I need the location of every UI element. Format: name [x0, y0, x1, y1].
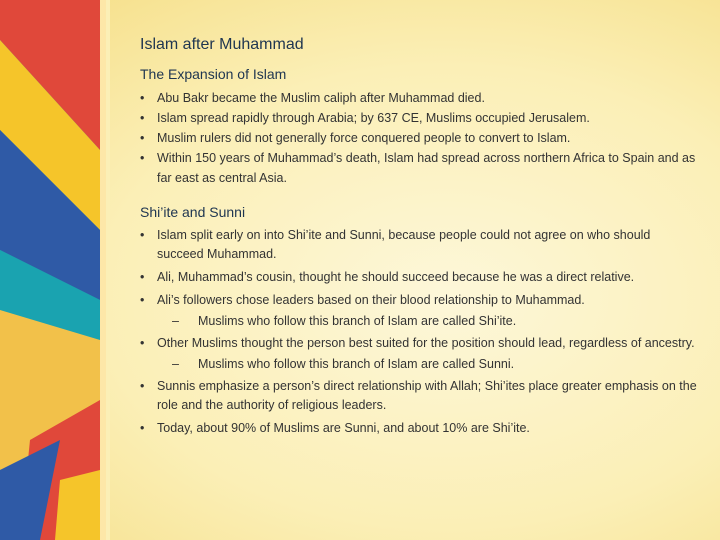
list-item: • Ali, Muhammad’s cousin, thought he should succeed because he was a direct relative. — [140, 268, 700, 287]
list-item: • Within 150 years of Muhammad’s death, Islam had spread across northern Africa to Spain and as far east as central Asia. — [140, 148, 700, 188]
bullet-icon: • — [140, 91, 145, 105]
bullet-icon: • — [140, 270, 145, 284]
list-item: • Islam spread rapidly through Arabia; by 637 CE, Muslims occupied Jerusalem. — [140, 108, 700, 128]
bullet-icon: • — [140, 336, 145, 350]
dash-icon: – — [172, 357, 179, 371]
list-item: • Muslim rulers did not generally force conquered people to convert to Islam. — [140, 128, 700, 148]
list-item: • Other Muslims thought the person best suited for the position should lead, regardless of ancestry. — [140, 334, 700, 353]
slide-content — [140, 36, 700, 442]
expansion-bullet-list — [140, 88, 700, 188]
slide-title: Islam after Muhammad — [140, 36, 304, 53]
bullet-icon: • — [140, 151, 145, 165]
decorative-color-band — [0, 0, 110, 540]
bullet-icon: • — [140, 421, 145, 435]
bullet-icon: • — [140, 131, 145, 145]
list-item: • Sunnis emphasize a person’s direct relationship with Allah; Shi’ites place greater emphasis on the role and the authority of religious leaders. — [140, 379, 697, 412]
bullet-icon: • — [140, 228, 145, 242]
list-item: • Abu Bakr became the Muslim caliph after Muhammad died. — [140, 88, 700, 108]
sub-list-item: – Muslims who follow this branch of Islam are called Sunni. — [140, 355, 700, 374]
list-item: • Today, about 90% of Muslims are Sunni, and about 10% are Shi’ite. — [140, 419, 700, 438]
dash-icon: – — [172, 314, 179, 328]
sub-list-item: – Muslims who follow this branch of Islam are called Shi’ite. — [140, 312, 700, 331]
list-item: • Ali’s followers chose leaders based on their blood relationship to Muhammad. — [140, 291, 700, 310]
bullet-icon: • — [140, 111, 145, 125]
list-item: • Islam split early on into Shi’ite and Sunni, because people could not agree on who should succeed Muhammad. — [140, 228, 651, 261]
bullet-icon: • — [140, 379, 145, 393]
bullet-icon: • — [140, 293, 145, 307]
shiite-sunni-bullet-list — [140, 226, 700, 438]
section-heading-expansion: The Expansion of Islam — [140, 66, 287, 82]
section-heading-shiite-sunni: Shi’ite and Sunni — [140, 204, 246, 220]
